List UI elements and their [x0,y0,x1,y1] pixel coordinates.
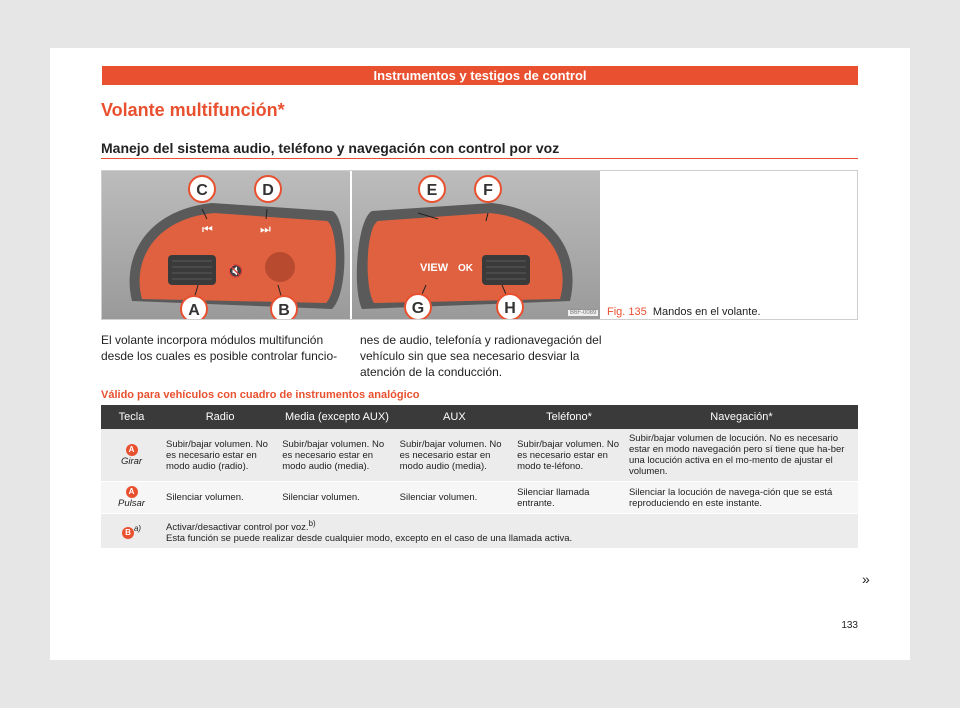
voice-control-text: Activar/desactivar control por voz. [166,522,309,534]
key-cell [101,429,162,482]
table-cell: Silenciar llamada entrante. [513,482,625,514]
table-cell: Silenciar volumen. [396,482,513,514]
key-badge: A [126,444,138,456]
key-badge: B [122,527,134,539]
svg-text:🔇: 🔇 [228,264,243,278]
figure-label-f: F [483,182,493,199]
figure-caption-text: Mandos en el volante. [652,306,761,318]
table-cell: Subir/bajar volumen de locución. No es necesario estar en modo navegación pero sí tiene que ha-ber una locución activa en el mo-mento de ajustar el volumen. [625,429,858,482]
voice-control-note: Esta función se puede realizar desde cualquier modo, excepto en el caso de una llamada activa. [166,533,573,545]
table-cell: Silenciar volumen. [162,482,278,514]
svg-text:⏮: ⏮ [202,222,213,236]
table-cell: Subir/bajar volumen. No es necesario estar en modo te-léfono. [513,429,625,482]
section-header: Instrumentos y testigos de control [102,66,858,85]
footnote-marker: b) [308,519,316,528]
controls-table [101,405,858,549]
figure-caption [607,306,761,318]
footnote-marker: a) [133,524,142,533]
key-label: Girar [120,455,143,467]
table-cell: Subir/bajar volumen. No es necesario estar en modo audio (media). [396,429,513,482]
key-badge: A [126,486,138,498]
figure-label-a: A [188,302,200,319]
subtitle-rule [101,158,858,159]
intro-text-col1: El volante incorpora módulos multifunción desde los cuales es posible controlar funcio- [101,333,338,363]
page-title: Volante multifunción* [101,100,285,120]
intro-text-col2: nes de audio, telefonía y radionavegación del vehículo sin que sea necesario desviar la atención de la conducción. [360,333,602,379]
ok-button-text: OK [458,263,473,274]
key-label: Pulsar [118,498,145,509]
table-header: Teléfono* [513,405,625,429]
figure-135 [101,170,858,320]
table-header: Media (excepto AUX) [278,405,395,429]
key-cell [101,514,162,549]
page-number: 133 [841,620,858,631]
table-header: Navegación* [625,405,858,429]
figure-caption-label: Fig. 135 [607,306,647,318]
figure-label-g: G [411,300,425,317]
validity-note: Válido para vehículos con cuadro de instrumentos analógico [101,389,420,401]
figure-code: B6F-0089 [570,310,597,316]
table-row [101,514,858,549]
table-header: AUX [396,405,513,429]
table-header: Tecla [101,405,162,429]
table-header: Radio [162,405,278,429]
table-cell-span [162,514,858,549]
figure-label-e: E [426,182,438,199]
svg-text:⏭: ⏭ [260,222,271,236]
table-cell: Subir/bajar volumen. No es necesario estar en modo audio (media). [278,429,395,482]
steering-controls-right-image [352,171,600,319]
view-button-text: VIEW [420,262,449,274]
figure-label-h: H [504,300,516,317]
page-subtitle: Manejo del sistema audio, teléfono y navegación con control por voz [101,140,560,156]
steering-controls-left-image [102,171,350,319]
table-cell: Silenciar la locución de navega-ción que se está reproduciendo en este instante. [625,482,858,514]
table-row [101,429,858,482]
table-header-row [101,405,858,429]
table-cell: Silenciar volumen. [278,482,395,514]
table-row [101,482,858,514]
table-cell: Subir/bajar volumen. No es necesario estar en modo audio (radio). [162,429,278,482]
key-cell [101,482,162,514]
figure-label-b: B [278,302,290,319]
figure-label-d: D [262,182,274,199]
continue-mark: » [862,571,870,587]
figure-label-c: C [196,182,208,199]
